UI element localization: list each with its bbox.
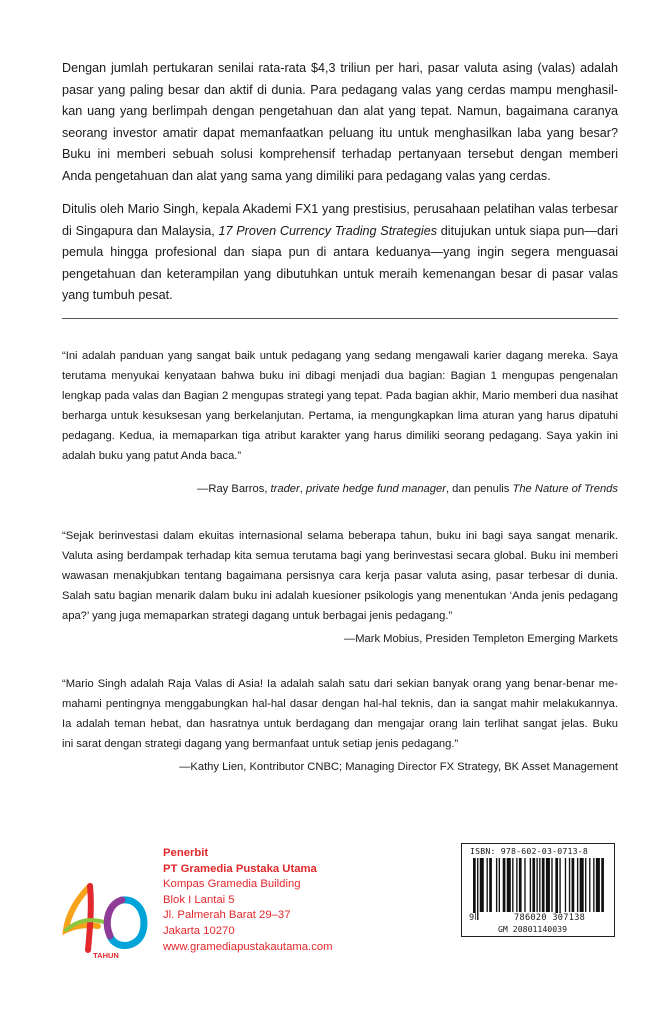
barcode-bar (596, 858, 600, 912)
barcode-bar (569, 858, 570, 912)
barcode-bar (559, 858, 560, 920)
publisher-address-line: Kompas Gramedia Building (163, 878, 301, 891)
publisher-address-line: Jl. Palmerah Barat 29–37 (163, 909, 291, 922)
quote-line: Salah satu bagian menarik dalam buku ini adalah kuesioner psikologis yang menentukan ‘Anda jenis pedagang (62, 590, 618, 602)
barcode-bar (536, 858, 537, 912)
intro-line: pasar yang paling besar dan aktif di dunia. Para pedagang valas yang cerdas mampu menghasil- (62, 82, 618, 97)
attribution-mark-mobius: —Mark Mobius, Presiden Templeton Emerging Markets (344, 633, 618, 645)
attribution-book: The Nature of Trends (512, 483, 618, 495)
barcode-bar (565, 858, 566, 912)
logo-tahun-label: TAHUN (93, 951, 119, 960)
quote-line: berharga untuk kesuksesan yang berkelanjutan. Pertama, ia mengungkapkan lima aturan yang harus dipatuhi (62, 410, 618, 422)
intro-paragraph-2 (62, 199, 618, 307)
barcode-bar (489, 858, 492, 912)
barcode-bar (539, 858, 540, 912)
barcode-bar (473, 858, 476, 920)
quote-line: Ia adalah teman hebat, dan hasratnya untuk berdagang dan mengajar orang lain terlihat sangat jelas. Buku (62, 718, 618, 730)
intro-line: Ditulis oleh Mario Singh, kepala Akademi FX1 yang prestisius, perusahaan pelatihan valas terbesar (62, 202, 618, 216)
barcode-bar (542, 858, 545, 912)
publisher-address-line: Jakarta 10270 (163, 924, 235, 937)
intro-line: pengetahuan dan keterampilan yang dibutuhkan untuk meraih kemenangan besar di pasar valas (62, 266, 618, 281)
testimonial-mark-mobius (62, 526, 618, 626)
intro-line: Buku ini memberi sebuah solusi komprehensif terhadap pertanyaan tersebut dengan memberi (62, 147, 618, 161)
publisher-name: PT Gramedia Pustaka Utama (163, 862, 317, 875)
barcode-bar (516, 858, 517, 912)
barcode-bar (577, 858, 578, 912)
barcode-bar (530, 858, 531, 912)
publisher-block (163, 846, 333, 955)
isbn-digits: 786020 307138 (514, 913, 586, 923)
intro-text: di Singapura dan Malaysia, (62, 223, 219, 238)
gramedia-40-tahun-logo (60, 880, 152, 960)
publisher-address-line: Blok I Lantai 5 (163, 893, 235, 906)
barcode-bar (487, 858, 488, 912)
testimonial-ray-barros (62, 346, 618, 466)
barcode-bar (580, 858, 584, 912)
publisher-website: www.gramediapustakautama.com (163, 940, 333, 953)
quote-line: wawasan menakjubkan tentang bagaimana persisnya cara kerja pasar valuta asing, pasar terbesar di dunia. (62, 570, 618, 582)
barcode-bar (593, 858, 594, 912)
barcode-bar (532, 858, 535, 912)
barcode-bar (480, 858, 484, 912)
barcode-bar (503, 858, 506, 912)
barcode-bar (512, 858, 513, 912)
quote-line: pedagang. Kedua, ia memaparkan tiga atribut karakter yang harus dimiliki seorang pedagang. Saya yakin ini (62, 430, 618, 442)
quote-line: lengkap pada valas dan Bagian 2 mengupas strategi yang tepat. Pada bagian akhir, Mario memberi dua nasihat (62, 390, 618, 402)
intro-line: kan uang yang berlimpah dengan pengetahuan dan alat yang tepat. Namun, bagaimana caranya (62, 104, 618, 118)
isbn-label: ISBN: 978-602-03-0713-8 (470, 846, 588, 856)
barcode-bar (572, 858, 575, 912)
barcode-bar (519, 858, 522, 912)
quote-line: adalah buku yang patut Anda baca.” (62, 450, 242, 462)
barcode-bar (496, 858, 497, 912)
attribution-kathy-lien: —Kathy Lien, Kontributor CNBC; Managing Director FX Strategy, BK Asset Management (179, 761, 618, 773)
isbn-lead-digit: 9 (469, 913, 475, 923)
divider (62, 318, 618, 319)
attribution-text: —Ray Barros, (197, 483, 271, 495)
intro-line: Anda pengetahuan dan alat yang sama yang dimiliki para pedagang valas yang cerdas. (62, 168, 551, 183)
quote-line: “Mario Singh adalah Raja Valas di Asia! Ia adalah salah satu dari sekian banyak orang yang benar-benar me- (62, 678, 618, 690)
isbn-barcode (461, 843, 615, 937)
barcode-bar (555, 858, 558, 920)
intro-line: seorang investor amatir dapat memanfaatkan peluang itu untuk menghasilkan laba yang besar? (62, 125, 618, 140)
testimonial-kathy-lien (62, 674, 618, 754)
quote-line: “Sejak berinvestasi dalam ekuitas internasional selama beberapa tahun, buku ini bagi saya sangat menarik. (62, 530, 618, 542)
quote-line: mahami pentingnya menggabungkan hal-hal dasar dengan hal-hal teknis, dan ia sangat mahir melakukannya. (62, 698, 618, 710)
quote-line: Valuta asing berdampak terhadap kita semua terutama bagi yang berinvestasi secara global. Buku ini memberi (62, 550, 618, 562)
attribution-text: , (299, 483, 306, 495)
attribution-role: trader (270, 483, 300, 495)
barcode-bar (589, 858, 590, 912)
barcode-bar (601, 858, 604, 912)
barcode-bar (477, 858, 478, 920)
intro-text: ditujukan untuk siapa pun—dari (437, 223, 619, 238)
intro-line: pemula hingga profesional dan siapa pun di antara keduanya—yang ingin segera menguasai (62, 245, 618, 259)
intro-line-with-title (62, 221, 618, 243)
barcode-bar (546, 858, 550, 912)
logo-four-stroke (88, 886, 91, 950)
quote-line: “Ini adalah panduan yang sangat baik untuk pedagang yang sedang mengawali karier dagang mereka. Saya (62, 350, 618, 362)
attribution-role: private hedge fund manager (305, 483, 446, 495)
publisher-label: Penerbit (163, 847, 209, 859)
attribution-ray-barros (197, 479, 618, 499)
barcode-bar (551, 858, 552, 912)
logo-zero-ring (107, 900, 122, 936)
attribution-text: , dan penulis (445, 483, 513, 495)
intro-line: yang tumbuh pesat. (62, 288, 173, 302)
barcode-bar (524, 858, 525, 912)
intro-paragraph-1 (62, 58, 618, 187)
quote-line: ini sarat dengan strategi dagang yang bermanfaat untuk setiap jenis pedagang.” (62, 738, 459, 750)
book-title: 17 Proven Currency Trading Strategies (218, 223, 438, 238)
intro-line: Dengan jumlah pertukaran senilai rata-rata $4,3 triliun per hari, pasar valuta asing (valas) adalah (62, 61, 618, 75)
barcode-bar (585, 858, 586, 912)
gm-code: GM 20801140039 (498, 924, 568, 934)
barcode-bar (499, 858, 500, 912)
quote-line: apa?’ yang juga memaparkan strategi dagang untuk berbagai jenis pedagang.” (62, 610, 453, 622)
quote-line: terutama menyukai kenyataan bahwa buku ini dibagi menjadi dua bagian: Bagian 1 mengupas pengenalan (62, 370, 618, 382)
barcode-bar (507, 858, 511, 912)
